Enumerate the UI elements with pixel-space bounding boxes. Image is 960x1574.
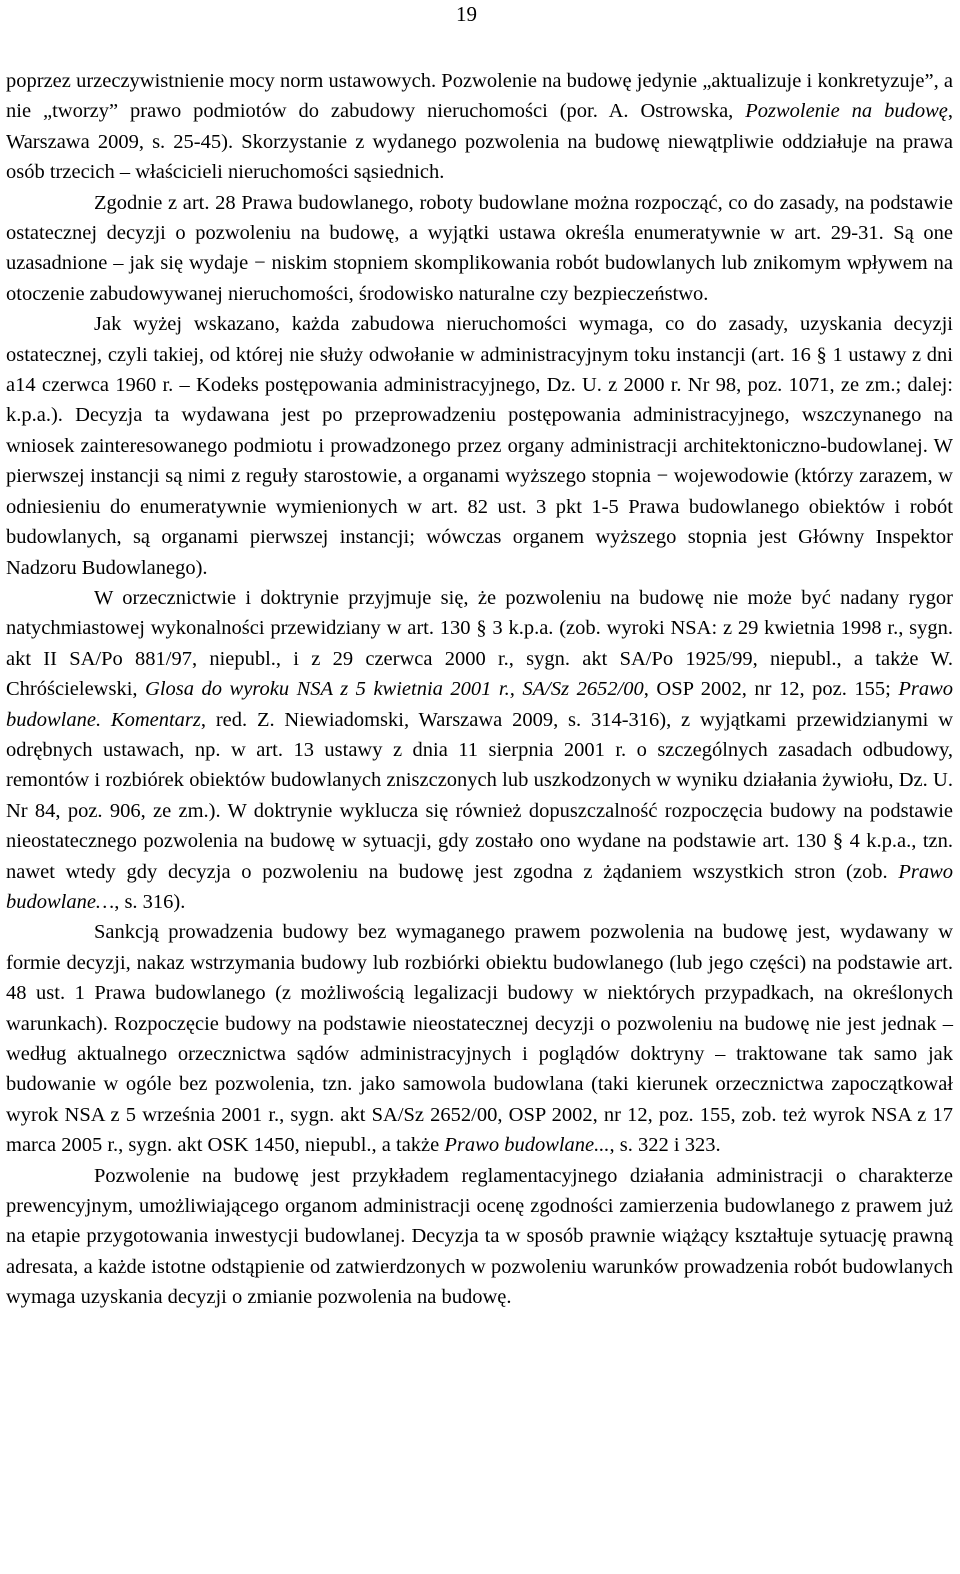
document-body [6,66,953,1313]
text-segment: Zgodnie z art. 28 Prawa budowlanego, roboty budowlane można rozpocząć, co do zasady, na podstawie ostatecznej decyzji o pozwoleniu na budowę, a wyjątki ustawa określa enumeratywnie w art. 29-31. Są one uzasadnione – jak się wydaje − niskim stopniem skomplikowania robót budowlanych lub znikomym wpływem na otoczenie zabudowywanej nieruchomości, środowisko naturalne czy bezpieczeństwo. [6,191,953,305]
text-segment: , s. 316). [114,890,186,913]
italic-title: Prawo budowlane. Komentarz [6,678,953,731]
text-segment: , Warszawa 2009, s. 25-45). Skorzystanie z wydanego pozwolenia na budowę niewątpliwie oddziałuje na prawa osób trzecich – właścicieli nieruchomości sąsiednich. [6,100,953,184]
text-segment: Jak wyżej wskazano, każda zabudowa nieruchomości wymaga, co do zasady, uzyskania decyzji ostatecznej, czyli takiej, od której nie służy odwołanie w administracyjnym toku instancji (art. 16 § 1 ustawy z dni a14 czerwca 1960 r. – Kodeks postępowania administracyjnego, Dz. U. z 2000 r. Nr 98, poz. 1071, ze zm.; dalej: k.p.a.). Decyzja ta wydawana jest po przeprowadzeniu postępowania administracyjnego, wszczynanego na wniosek zainteresowanego podmiotu i prowadzonego przez organy administracji architektoniczno-budowlanej. W pierwszej instancji są nimi z reguły starostowie, a organami wyższego stopnia − wojewodowie (którzy zarazem, w odniesieniu do enumeratywnie wymienionych w art. 82 ust. 3 pkt 1-5 Prawa budowlanego obiektów i robót budowlanych, są organami pierwszej instancji; wówczas organem wyższego stopnia jest Główny Inspektor Nadzoru Budowlanego). [6,313,953,579]
text-segment: , red. Z. Niewiadomski, Warszawa 2009, s. 314-316), z wyjątkami przewidzianymi w odrębnych ustawach, np. w art. 13 ustawy z dnia 11 sierpnia 2001 r. o szczególnych zasadach odbudowy, remontów i rozbiórek obiektów budowlanych zniszczonych lub uszkodzonych w wyniku działania żywiołu, Dz. U. Nr 84, poz. 906, ze zm.). W doktrynie wyklucza się również dopuszczalność rozpoczęcia budowy na podstawie nieostatecznego pozwolenia na budowę w sytuacji, gdy zostało ono wydane na podstawie art. 130 § 4 k.p.a., tzn. nawet wtedy gdy decyzja o pozwoleniu na budowę jest zgodna z żądaniem wszystkich stron (zob. [6,708,953,883]
italic-title: Prawo budowlane... [444,1134,610,1157]
paragraph-1 [6,66,953,188]
text-segment: , OSP 2002, nr 12, poz. 155; [643,678,899,701]
paragraph-3 [6,309,953,583]
paragraph-6 [6,1161,953,1313]
paragraph-5 [6,917,953,1160]
italic-title: Pozwolenie na budowę [745,100,948,123]
italic-title: Prawo budowlane… [6,860,953,913]
text-segment: poprzez urzeczywistnienie mocy norm ustawowych. Pozwolenie na budowę jedynie „aktualizuje i konkretyzuje”, a nie „tworzy” prawo podmiotów do zabudowy nieruchomości (por. A. Ostrowska, [6,70,953,123]
paragraph-4 [6,583,953,917]
paragraph-2 [6,188,953,310]
page-number: 19 [456,2,477,26]
text-segment: Sankcją prowadzenia budowy bez wymaganego prawem pozwolenia na budowę jest, wydawany w formie decyzji, nakaz wstrzymania budowy lub rozbiórki obiektu budowlanego (lub jego części) na podstawie art. 48 ust. 1 Prawa budowlanego (z możliwością legalizacji budowy w niektórych przypadkach, na określonych warunkach). Rozpoczęcie budowy na podstawie nieostatecznej decyzji o pozwoleniu na budowę nie jest jednak – według aktualnego orzecznictwa sądów administracyjnych i poglądów doktryny – traktowane tak samo jak budowanie w ogóle bez pozwolenia, tzn. jako samowola budowlana (taki kierunek orzecznictwa zapoczątkował wyrok NSA z 5 września 2001 r., sygn. akt SA/Sz 2652/00, OSP 2002, nr 12, poz. 155, zob. też wyrok NSA z 17 marca 2005 r., sygn. akt OSK 1450, niepubl., a także [6,921,953,1157]
text-segment: , s. 322 i 323. [609,1134,721,1157]
italic-title: Glosa do wyroku NSA z 5 kwietnia 2001 r., SA/Sz 2652/00 [145,678,644,701]
text-segment: W orzecznictwie i doktrynie przyjmuje się, że pozwoleniu na budowę nie może być nadany rygor natychmiastowej wykonalności przewidziany w art. 130 § 3 k.p.a. (zob. wyroki NSA: z 29 kwietnia 1998 r., sygn. akt II SA/Po 881/97, niepubl., i z 29 czerwca 2000 r., sygn. akt SA/Po 1925/99, niepubl., a także W. Chróścielewski, [6,586,953,701]
text-segment: Pozwolenie na budowę jest przykładem reglamentacyjnego działania administracji o charakterze prewencyjnym, umożliwiającego organom administracji ocenę zgodności zamierzenia budowlanego z prawem już na etapie przygotowania inwestycji budowlanej. Decyzja ta w sposób prawnie wiążący kształtuje sytuację prawną adresata, a każde istotne odstąpienie od zatwierdzonych w pozwoleniu warunków prowadzenia robót budowlanych wymaga uzyskania decyzji o zmianie pozwolenia na budowę. [6,1164,953,1309]
